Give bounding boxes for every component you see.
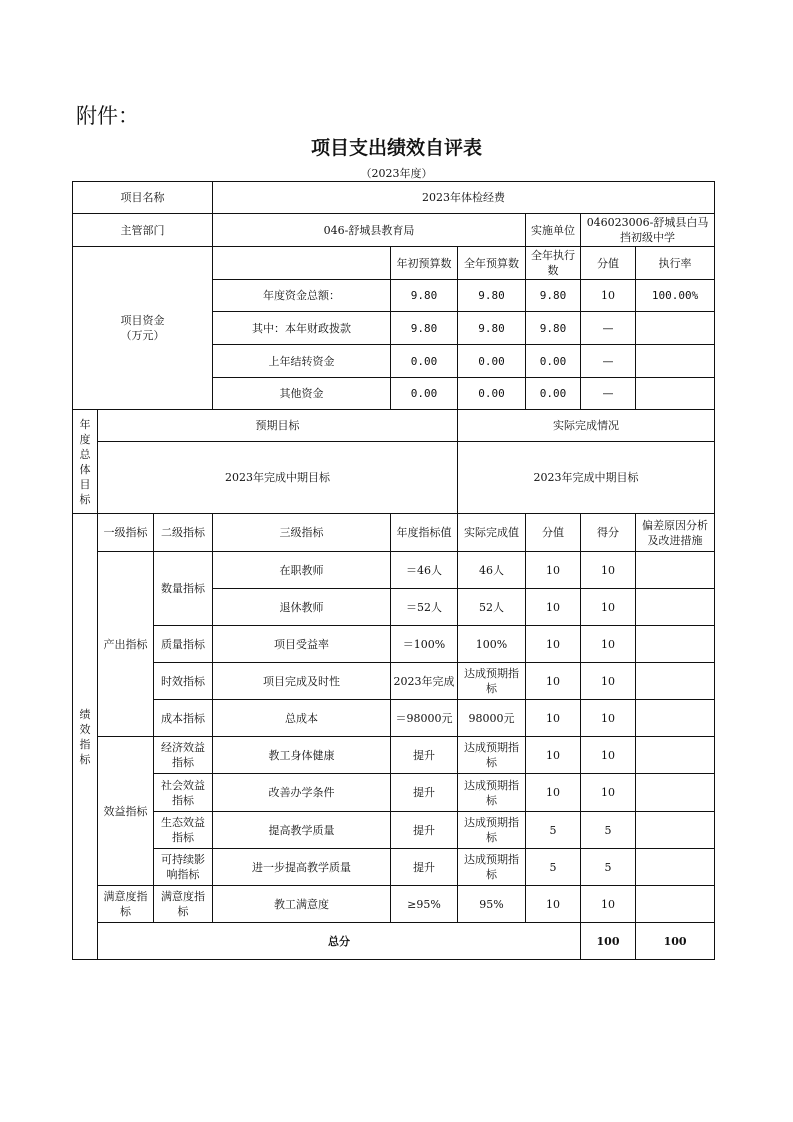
funds-score-value: — [581, 378, 636, 410]
year-subtitle: （2023年度） [360, 167, 433, 180]
level3-cell: 退休教师 [213, 589, 391, 626]
performance-section-text: 绩效指标 [79, 707, 91, 766]
level3-cell: 进一步提高教学质量 [213, 849, 391, 886]
deviation-cell [636, 849, 715, 886]
indicator-row [73, 552, 715, 589]
actual-cell: 达成预期指标 [458, 849, 526, 886]
header-level2: 二级指标 [154, 514, 213, 552]
funds-initial: 0.00 [391, 345, 458, 378]
score-value-cell: 10 [526, 589, 581, 626]
funds-row-label: 其他资金 [213, 378, 391, 410]
goals-actual-header: 实际完成情况 [458, 410, 715, 442]
level1-output: 产出指标 [98, 552, 154, 737]
target-cell: 提升 [391, 849, 458, 886]
funds-section-label: 项目资金 （万元） [73, 247, 213, 410]
header-target: 年度指标值 [391, 514, 458, 552]
level3-cell: 总成本 [213, 700, 391, 737]
indicator-row [73, 886, 715, 923]
funds-row-label: 上年结转资金 [213, 345, 391, 378]
funds-col-score-value: 分值 [581, 247, 636, 280]
actual-cell: 达成预期指标 [458, 774, 526, 812]
level2-economic: 经济效益指标 [154, 737, 213, 774]
score-cell: 10 [581, 552, 636, 589]
goals-section-label [73, 410, 98, 514]
indicator-row [73, 737, 715, 774]
level1-benefit: 效益指标 [98, 737, 154, 886]
funds-rate: 100.00% [636, 280, 715, 312]
funds-score-value: 10 [581, 280, 636, 312]
score-value-cell: 10 [526, 552, 581, 589]
target-cell: ＝46人 [391, 552, 458, 589]
actual-cell: 46人 [458, 552, 526, 589]
header-score: 得分 [581, 514, 636, 552]
level3-cell: 教工满意度 [213, 886, 391, 923]
goals-expected-value: 2023年完成中期目标 [98, 442, 458, 514]
header-score-value: 分值 [526, 514, 581, 552]
project-name-row [73, 182, 715, 214]
impl-label: 实施单位 [526, 214, 581, 247]
project-name-label: 项目名称 [73, 182, 213, 214]
deviation-cell [636, 812, 715, 849]
target-cell: ＝52人 [391, 589, 458, 626]
header-level1: 一级指标 [98, 514, 154, 552]
funds-score-value: — [581, 312, 636, 345]
goals-value-row [73, 442, 715, 514]
score-cell: 10 [581, 774, 636, 812]
page-title: 项目支出绩效自评表 [310, 137, 482, 159]
funds-col-executed: 全年执行数 [526, 247, 581, 280]
score-cell: 10 [581, 589, 636, 626]
score-cell: 5 [581, 812, 636, 849]
funds-row-label: 年度资金总额： [213, 280, 391, 312]
performance-section-label [73, 514, 98, 960]
funds-annual: 9.80 [458, 312, 526, 345]
actual-cell: 达成预期指标 [458, 737, 526, 774]
attachment-label: 附件： [76, 104, 139, 128]
score-cell: 10 [581, 886, 636, 923]
funds-header-blank [213, 247, 391, 280]
funds-initial: 9.80 [391, 280, 458, 312]
funds-score-value: — [581, 345, 636, 378]
funds-rate [636, 345, 715, 378]
goals-section-text: 年度总体目标 [79, 417, 91, 506]
indicator-row [73, 700, 715, 737]
target-cell: ＝98000元 [391, 700, 458, 737]
actual-cell: 达成预期指标 [458, 812, 526, 849]
goals-expected-header: 预期目标 [98, 410, 458, 442]
target-cell: 提升 [391, 774, 458, 812]
deviation-cell [636, 663, 715, 700]
funds-rate [636, 378, 715, 410]
funds-executed: 9.80 [526, 280, 581, 312]
deviation-cell [636, 589, 715, 626]
target-cell: 提升 [391, 812, 458, 849]
score-value-cell: 5 [526, 849, 581, 886]
goals-actual-value: 2023年完成中期目标 [458, 442, 715, 514]
score-cell: 10 [581, 626, 636, 663]
total-score: 100 [636, 923, 715, 960]
deviation-cell [636, 774, 715, 812]
total-label: 总分 [98, 923, 581, 960]
deviation-cell [636, 886, 715, 923]
level2-sustainable: 可持续影响指标 [154, 849, 213, 886]
score-cell: 10 [581, 737, 636, 774]
actual-cell: 95% [458, 886, 526, 923]
level2-timeliness: 时效指标 [154, 663, 213, 700]
funds-header-row [73, 247, 715, 280]
funds-initial: 9.80 [391, 312, 458, 345]
funds-col-rate: 执行率 [636, 247, 715, 280]
project-name-value: 2023年体检经费 [213, 182, 715, 214]
level2-satisfaction: 满意度指标 [154, 886, 213, 923]
total-score-value: 100 [581, 923, 636, 960]
target-cell: 2023年完成 [391, 663, 458, 700]
score-value-cell: 5 [526, 812, 581, 849]
level2-ecological: 生态效益指标 [154, 812, 213, 849]
target-cell: ≥95% [391, 886, 458, 923]
funds-rate [636, 312, 715, 345]
score-cell: 10 [581, 663, 636, 700]
dept-label: 主管部门 [73, 214, 213, 247]
deviation-cell [636, 737, 715, 774]
indicator-row [73, 812, 715, 849]
score-value-cell: 10 [526, 626, 581, 663]
level2-quantity: 数量指标 [154, 552, 213, 626]
level2-cost: 成本指标 [154, 700, 213, 737]
indicator-row [73, 626, 715, 663]
level2-quality: 质量指标 [154, 626, 213, 663]
header-deviation: 偏差原因分析及改进措施 [636, 514, 715, 552]
target-cell: ＝100% [391, 626, 458, 663]
indicator-row [73, 774, 715, 812]
score-cell: 10 [581, 700, 636, 737]
actual-cell: 100% [458, 626, 526, 663]
actual-cell: 98000元 [458, 700, 526, 737]
score-value-cell: 10 [526, 737, 581, 774]
dept-value: 046-舒城县教育局 [213, 214, 526, 247]
deviation-cell [636, 626, 715, 663]
funds-initial: 0.00 [391, 378, 458, 410]
funds-col-initial: 年初预算数 [391, 247, 458, 280]
funds-annual: 0.00 [458, 378, 526, 410]
header-level3: 三级指标 [213, 514, 391, 552]
level3-cell: 改善办学条件 [213, 774, 391, 812]
level3-cell: 教工身体健康 [213, 737, 391, 774]
funds-row-label: 其中：本年财政拨款 [213, 312, 391, 345]
score-value-cell: 10 [526, 774, 581, 812]
funds-annual: 9.80 [458, 280, 526, 312]
funds-executed: 9.80 [526, 312, 581, 345]
department-row [73, 214, 715, 247]
actual-cell: 达成预期指标 [458, 663, 526, 700]
goals-header-row [73, 410, 715, 442]
funds-executed: 0.00 [526, 378, 581, 410]
performance-header-row [73, 514, 715, 552]
deviation-cell [636, 552, 715, 589]
score-value-cell: 10 [526, 663, 581, 700]
level3-cell: 在职教师 [213, 552, 391, 589]
score-value-cell: 10 [526, 886, 581, 923]
score-cell: 5 [581, 849, 636, 886]
level3-cell: 项目完成及时性 [213, 663, 391, 700]
actual-cell: 52人 [458, 589, 526, 626]
target-cell: 提升 [391, 737, 458, 774]
score-value-cell: 10 [526, 700, 581, 737]
evaluation-table [72, 181, 715, 960]
deviation-cell [636, 700, 715, 737]
funds-annual: 0.00 [458, 345, 526, 378]
funds-executed: 0.00 [526, 345, 581, 378]
impl-value: 046023006-舒城县白马挡初级中学 [581, 214, 715, 247]
header-actual: 实际完成值 [458, 514, 526, 552]
level2-social: 社会效益指标 [154, 774, 213, 812]
level3-cell: 项目受益率 [213, 626, 391, 663]
level3-cell: 提高教学质量 [213, 812, 391, 849]
total-row [73, 923, 715, 960]
funds-col-annual: 全年预算数 [458, 247, 526, 280]
indicator-row [73, 663, 715, 700]
level1-satisfaction: 满意度指标 [98, 886, 154, 923]
indicator-row [73, 849, 715, 886]
